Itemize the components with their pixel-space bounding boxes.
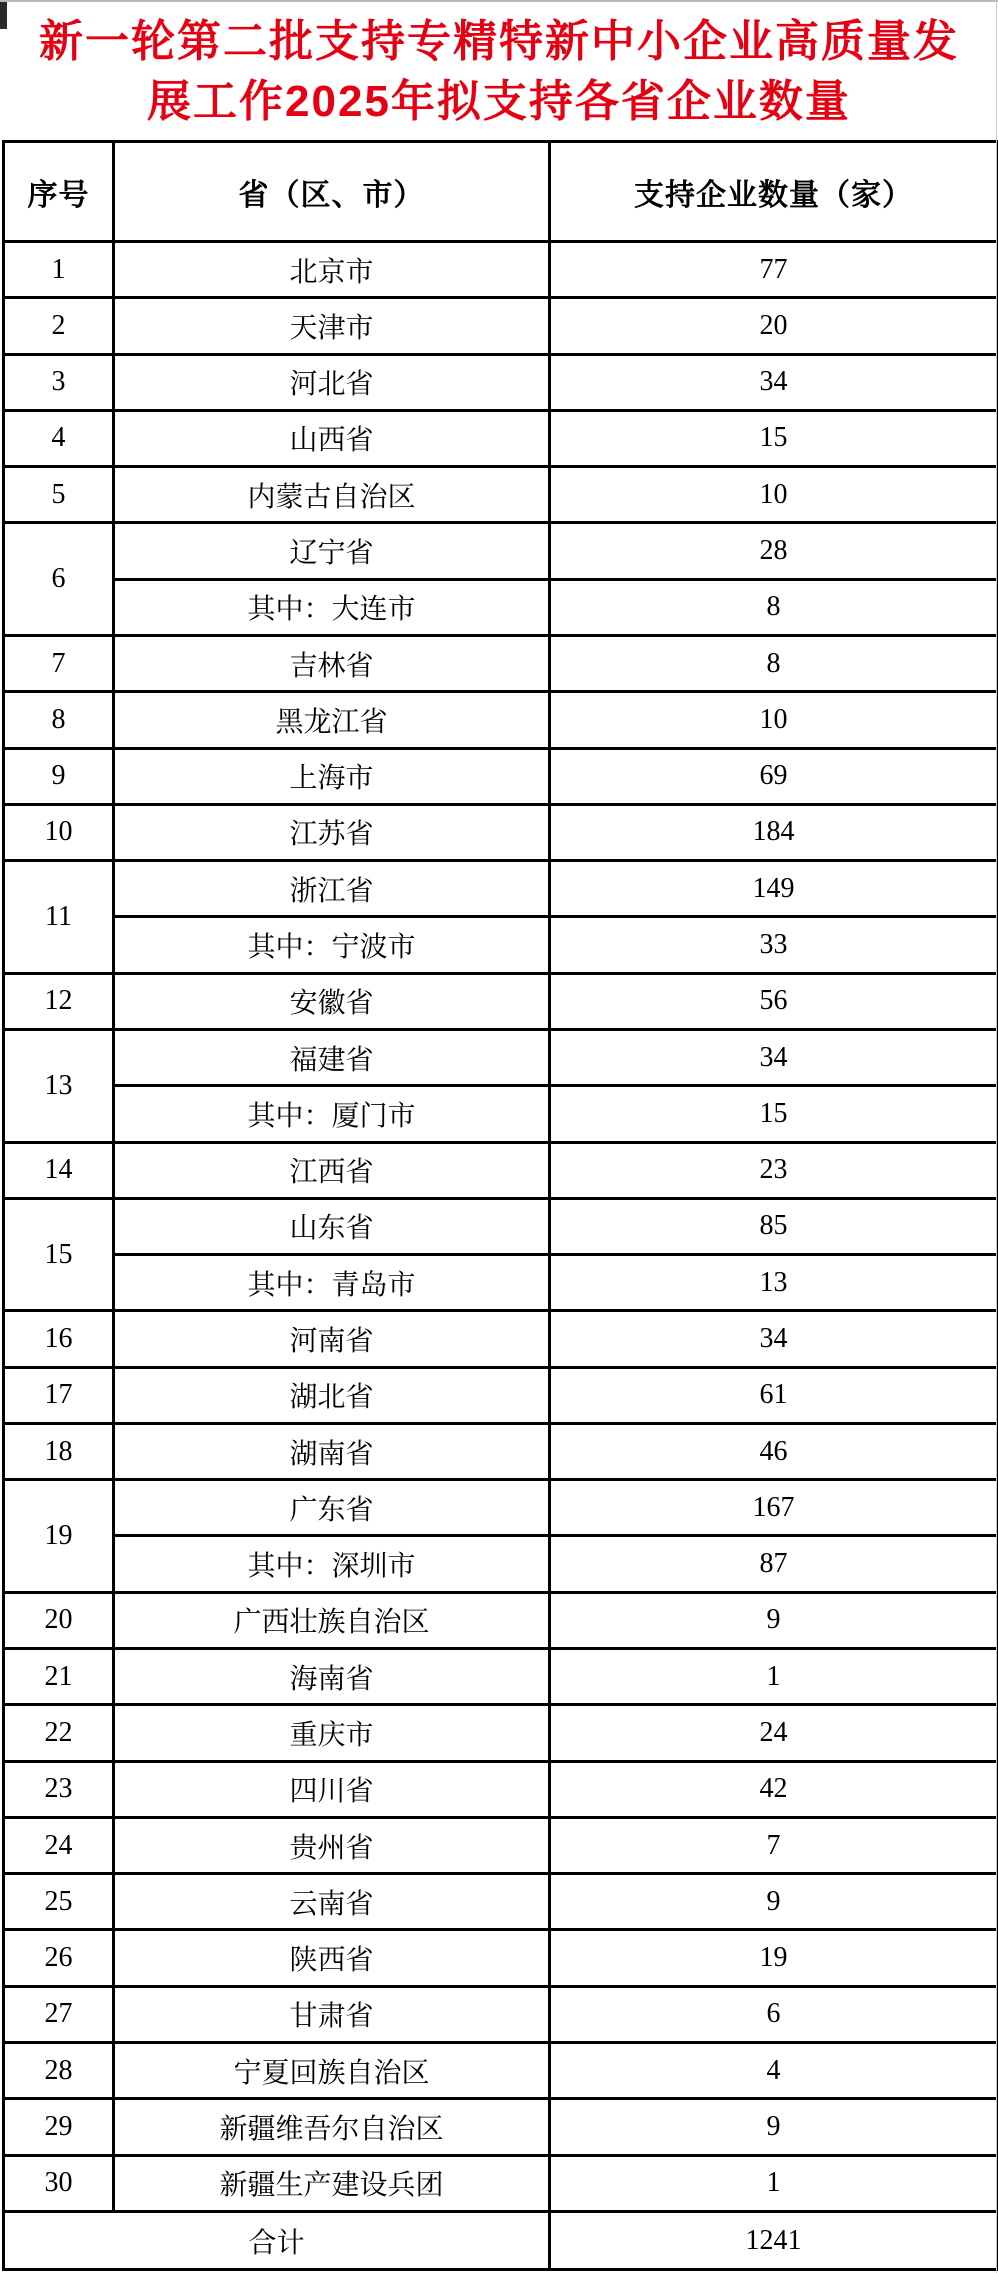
count-cell: 149 (550, 861, 998, 917)
total-row (4, 2212, 998, 2270)
table-row (4, 1480, 998, 1536)
count-cell: 20 (550, 298, 998, 354)
index-cell: 4 (4, 410, 114, 466)
province-cell: 广东省 (114, 1480, 550, 1536)
table-row (4, 861, 998, 917)
index-cell: 26 (4, 1930, 114, 1986)
table-subrow (4, 917, 998, 973)
index-cell: 2 (4, 298, 114, 354)
table-row (4, 635, 998, 691)
table-row (4, 2155, 998, 2211)
table-row (4, 1705, 998, 1761)
count-cell: 34 (550, 1311, 998, 1367)
table-row (4, 748, 998, 804)
col-header-province: 省（区、市） (114, 142, 550, 242)
index-cell: 17 (4, 1367, 114, 1423)
province-cell: 安徽省 (114, 973, 550, 1029)
total-label: 合计 (4, 2212, 550, 2270)
table-row (4, 298, 998, 354)
province-cell: 贵州省 (114, 1817, 550, 1873)
table-row (4, 692, 998, 748)
page-title (0, 0, 998, 140)
province-cell: 浙江省 (114, 861, 550, 917)
table-row (4, 1198, 998, 1254)
count-cell: 85 (550, 1198, 998, 1254)
table-body (4, 242, 998, 2212)
index-cell: 12 (4, 973, 114, 1029)
province-cell: 云南省 (114, 1874, 550, 1930)
sub-count-cell: 8 (550, 579, 998, 635)
province-cell: 山东省 (114, 1198, 550, 1254)
count-cell: 4 (550, 2043, 998, 2099)
index-cell: 13 (4, 1029, 114, 1142)
province-cell: 吉林省 (114, 635, 550, 691)
province-cell: 四川省 (114, 1761, 550, 1817)
count-cell: 9 (550, 2099, 998, 2155)
table-row (4, 2043, 998, 2099)
index-cell: 19 (4, 1480, 114, 1593)
col-header-count: 支持企业数量（家） (550, 142, 998, 242)
province-cell: 湖南省 (114, 1423, 550, 1479)
index-cell: 21 (4, 1649, 114, 1705)
index-cell: 23 (4, 1761, 114, 1817)
count-cell: 184 (550, 804, 998, 860)
province-cell: 黑龙江省 (114, 692, 550, 748)
province-cell: 甘肃省 (114, 1986, 550, 2042)
province-cell: 江苏省 (114, 804, 550, 860)
sub-count-cell: 13 (550, 1255, 998, 1311)
support-table (2, 140, 998, 2271)
count-cell: 19 (550, 1930, 998, 1986)
province-cell: 广西壮族自治区 (114, 1592, 550, 1648)
sub-province-cell: 其中：深圳市 (114, 1536, 550, 1592)
index-cell: 16 (4, 1311, 114, 1367)
table-row (4, 1367, 998, 1423)
count-cell: 23 (550, 1142, 998, 1198)
table-subrow (4, 1536, 998, 1592)
index-cell: 30 (4, 2155, 114, 2211)
count-cell: 9 (550, 1592, 998, 1648)
sub-province-cell: 其中：青岛市 (114, 1255, 550, 1311)
index-cell: 24 (4, 1817, 114, 1873)
table-row (4, 1874, 998, 1930)
count-cell: 42 (550, 1761, 998, 1817)
index-cell: 25 (4, 1874, 114, 1930)
province-cell: 上海市 (114, 748, 550, 804)
province-cell: 北京市 (114, 242, 550, 298)
province-cell: 陕西省 (114, 1930, 550, 1986)
sub-province-cell: 其中：厦门市 (114, 1086, 550, 1142)
index-cell: 11 (4, 861, 114, 974)
table-row (4, 1029, 998, 1085)
province-cell: 天津市 (114, 298, 550, 354)
sub-count-cell: 33 (550, 917, 998, 973)
province-cell: 新疆生产建设兵团 (114, 2155, 550, 2211)
table-row (4, 242, 998, 298)
count-cell: 15 (550, 410, 998, 466)
province-cell: 湖北省 (114, 1367, 550, 1423)
count-cell: 9 (550, 1874, 998, 1930)
province-cell: 海南省 (114, 1649, 550, 1705)
index-cell: 20 (4, 1592, 114, 1648)
count-cell: 77 (550, 242, 998, 298)
index-cell: 29 (4, 2099, 114, 2155)
count-cell: 6 (550, 1986, 998, 2042)
sub-count-cell: 87 (550, 1536, 998, 1592)
table-row (4, 1311, 998, 1367)
count-cell: 28 (550, 523, 998, 579)
sub-count-cell: 15 (550, 1086, 998, 1142)
table-row (4, 804, 998, 860)
index-cell: 22 (4, 1705, 114, 1761)
sub-province-cell: 其中：大连市 (114, 579, 550, 635)
index-cell: 28 (4, 2043, 114, 2099)
count-cell: 1 (550, 1649, 998, 1705)
index-cell: 10 (4, 804, 114, 860)
corner-artifact (0, 2, 7, 29)
screen-edge-top (0, 0, 998, 2)
index-cell: 5 (4, 467, 114, 523)
province-cell: 河南省 (114, 1311, 550, 1367)
col-header-index: 序号 (4, 142, 114, 242)
count-cell: 34 (550, 354, 998, 410)
page-title-line2: 展工作2025年拟支持各省企业数量 (147, 77, 851, 126)
province-cell: 江西省 (114, 1142, 550, 1198)
province-cell: 山西省 (114, 410, 550, 466)
table-subrow (4, 1086, 998, 1142)
table-row (4, 973, 998, 1029)
table-row (4, 410, 998, 466)
index-cell: 27 (4, 1986, 114, 2042)
index-cell: 1 (4, 242, 114, 298)
screen-edge-right (996, 0, 997, 2273)
province-cell: 河北省 (114, 354, 550, 410)
index-cell: 6 (4, 523, 114, 636)
index-cell: 14 (4, 1142, 114, 1198)
index-cell: 7 (4, 635, 114, 691)
count-cell: 61 (550, 1367, 998, 1423)
count-cell: 10 (550, 467, 998, 523)
table-row (4, 354, 998, 410)
table-subrow (4, 1255, 998, 1311)
count-cell: 167 (550, 1480, 998, 1536)
table-row (4, 1761, 998, 1817)
index-cell: 18 (4, 1423, 114, 1479)
province-cell: 内蒙古自治区 (114, 467, 550, 523)
total-value: 1241 (550, 2212, 998, 2270)
province-cell: 重庆市 (114, 1705, 550, 1761)
index-cell: 3 (4, 354, 114, 410)
index-cell: 8 (4, 692, 114, 748)
index-cell: 15 (4, 1198, 114, 1311)
count-cell: 34 (550, 1029, 998, 1085)
count-cell: 7 (550, 1817, 998, 1873)
table-row (4, 523, 998, 579)
header-row (4, 142, 998, 242)
count-cell: 56 (550, 973, 998, 1029)
table-row (4, 1986, 998, 2042)
table-subrow (4, 579, 998, 635)
table-row (4, 467, 998, 523)
province-cell: 福建省 (114, 1029, 550, 1085)
table-row (4, 1142, 998, 1198)
count-cell: 46 (550, 1423, 998, 1479)
table-row (4, 1817, 998, 1873)
index-cell: 9 (4, 748, 114, 804)
table-row (4, 1423, 998, 1479)
count-cell: 1 (550, 2155, 998, 2211)
province-cell: 宁夏回族自治区 (114, 2043, 550, 2099)
count-cell: 8 (550, 635, 998, 691)
table-row (4, 1592, 998, 1648)
sub-province-cell: 其中：宁波市 (114, 917, 550, 973)
page-title-line1: 新一轮第二批支持专精特新中小企业高质量发 (39, 17, 959, 66)
province-cell: 新疆维吾尔自治区 (114, 2099, 550, 2155)
table-row (4, 1930, 998, 1986)
table-row (4, 1649, 998, 1705)
count-cell: 10 (550, 692, 998, 748)
table-row (4, 2099, 998, 2155)
count-cell: 24 (550, 1705, 998, 1761)
count-cell: 69 (550, 748, 998, 804)
province-cell: 辽宁省 (114, 523, 550, 579)
